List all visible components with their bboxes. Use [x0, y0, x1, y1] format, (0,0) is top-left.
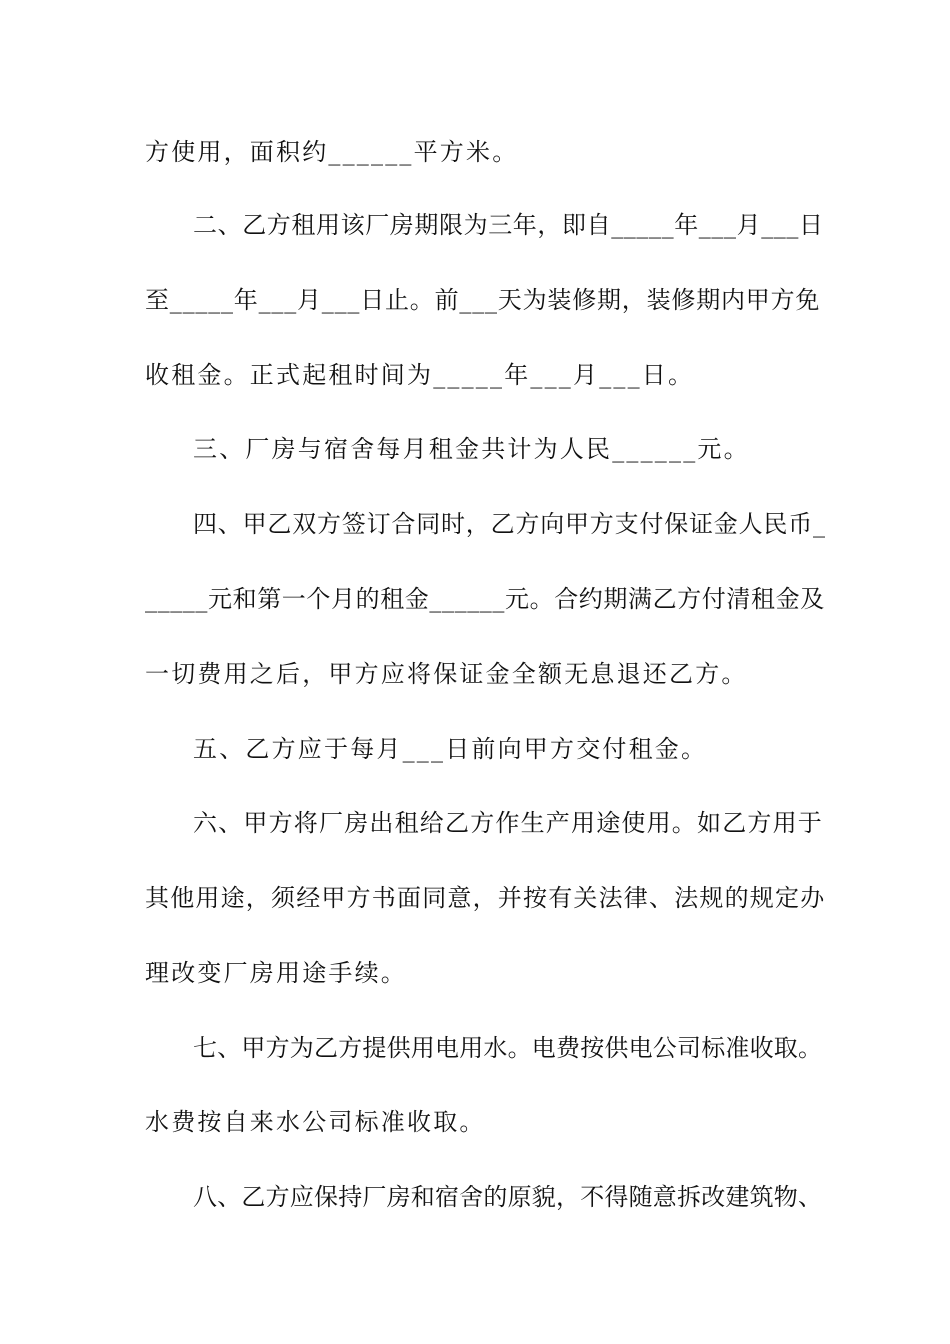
text-line-1: 方使用，面积约______平方米。 — [145, 138, 519, 166]
clause-3-line-1: 三、厂房与宿舍每月租金共计为人民______元。 — [193, 435, 750, 463]
clause-7-line-1: 七、甲方为乙方提供用电用水。电费按供电公司标准收取。 — [193, 1034, 823, 1062]
clause-8-line-1: 八、乙方应保持厂房和宿舍的原貌，不得随意拆改建筑物、 — [193, 1183, 823, 1211]
clause-4-line-1: 四、甲乙双方签订合同时，乙方向甲方支付保证金人民币_ — [193, 510, 826, 538]
clause-4-line-2: _____元和第一个月的租金______元。合约期满乙方付清租金及 — [145, 585, 825, 613]
clause-5-line-1: 五、乙方应于每月___日前向甲方交付租金。 — [193, 735, 708, 763]
clause-6-line-3: 理改变厂房用途手续。 — [145, 959, 407, 987]
clause-4-line-3: 一切费用之后，甲方应将保证金全额无息退还乙方。 — [145, 660, 748, 688]
clause-6-line-2: 其他用途，须经甲方书面同意，并按有关法律、法规的规定办 — [145, 884, 826, 912]
clause-6-line-1: 六、甲方将厂房出租给乙方作生产用途使用。如乙方用于 — [193, 809, 823, 837]
clause-2-line-1: 二、乙方租用该厂房期限为三年，即自_____年___月___日 — [193, 211, 824, 239]
clause-2-line-3: 收租金。正式起租时间为_____年___月___日。 — [145, 361, 695, 389]
clause-2-line-2: 至_____年___月___日止。前___天为装修期，装修期内甲方免 — [145, 286, 821, 314]
clause-7-line-2: 水费按自来水公司标准收取。 — [145, 1108, 486, 1136]
